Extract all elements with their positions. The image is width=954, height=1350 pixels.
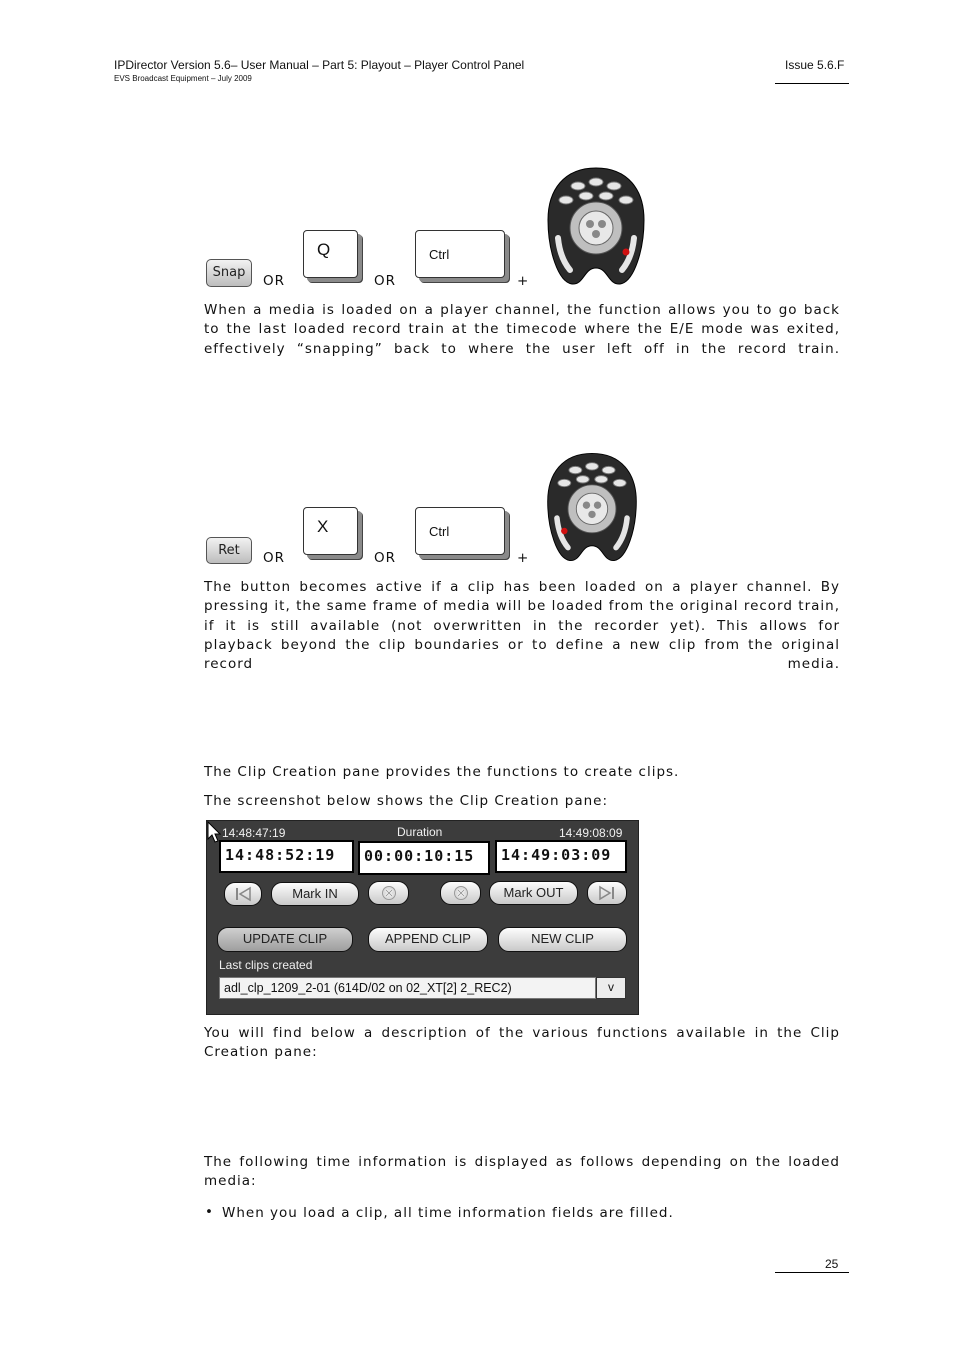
- key-label: Q: [317, 240, 331, 259]
- goto-in-icon: [233, 886, 253, 902]
- bullet-icon: •: [205, 1204, 214, 1220]
- or-label: OR: [374, 273, 397, 289]
- tc-in-small: 14:48:47:19: [222, 826, 286, 840]
- clip-creation-pane: [206, 820, 639, 1015]
- x-key-icon: [303, 507, 358, 555]
- ctrl-key-icon: [415, 507, 505, 555]
- jog-controller-icon: [544, 164, 648, 288]
- or-label: OR: [263, 273, 286, 289]
- functions-intro-paragraph: You will find below a description of the various functions available in the Clip Creation pane:: [204, 1025, 840, 1061]
- clip-intro-paragraph: The Clip Creation pane provides the functions to create clips.: [204, 764, 680, 780]
- mark-in-button[interactable]: Mark IN: [271, 882, 359, 906]
- or-label: OR: [263, 550, 286, 566]
- goto-out-button[interactable]: [587, 881, 627, 905]
- tc-in-field[interactable]: 14:48:52:19: [219, 840, 354, 873]
- key-label: Ctrl: [429, 524, 450, 539]
- jog-controller-icon: [544, 449, 640, 565]
- snap-button[interactable]: Snap: [206, 259, 252, 287]
- footer-rule: [775, 1272, 849, 1273]
- page-number: 25: [825, 1257, 839, 1271]
- mark-out-button[interactable]: Mark OUT: [489, 881, 578, 905]
- goto-in-button[interactable]: [224, 882, 262, 906]
- ret-button[interactable]: Ret: [206, 537, 252, 564]
- append-clip-button[interactable]: APPEND CLIP: [368, 927, 488, 952]
- plus-label: +: [517, 273, 530, 289]
- key-label: Ctrl: [429, 247, 450, 262]
- last-clips-select[interactable]: adl_clp_1209_2-01 (614D/02 on 02_XT[2] 2_REC2): [219, 977, 596, 999]
- header-issue: Issue 5.6.F: [785, 58, 845, 72]
- tc-out-field[interactable]: 14:49:03:09: [495, 840, 627, 873]
- new-clip-button[interactable]: NEW CLIP: [498, 927, 627, 952]
- key-label: X: [317, 517, 329, 536]
- last-clips-dropdown-button[interactable]: v: [596, 977, 626, 999]
- q-key-icon: [303, 230, 358, 278]
- ctrl-key-icon: [415, 230, 505, 278]
- header-title: IPDirector Version 5.6– User Manual – Part 5: Playout – Player Control Panel: [114, 58, 525, 72]
- ret-description: The button becomes active if a clip has been loaded on a player channel. By pressing it, the same frame of media will be loaded from the original record train, if it is still available (not overwritten in the recorder yet). This allows for playback beyond the clip boundaries or to define a new clip from the original record media.: [204, 579, 840, 673]
- update-clip-button[interactable]: UPDATE CLIP: [217, 927, 353, 952]
- clear-out-icon: [453, 885, 469, 901]
- clear-out-button[interactable]: [440, 881, 481, 905]
- or-label: OR: [374, 550, 397, 566]
- plus-label: +: [517, 550, 530, 566]
- clip-screenshot-caption: The screenshot below shows the Clip Creation pane:: [204, 793, 609, 809]
- clear-in-button[interactable]: [368, 881, 409, 905]
- last-clips-label: Last clips created: [219, 958, 313, 972]
- bullet-item: When you load a clip, all time information fields are filled.: [222, 1205, 674, 1221]
- goto-out-icon: [597, 885, 617, 901]
- time-info-paragraph: The following time information is displayed as follows depending on the loaded media:: [204, 1154, 840, 1190]
- snap-description: When a media is loaded on a player channel, the function allows you to go back to the last loaded record train at the timecode where the E/E mode was exited, effectively “snapping” back to where the user left off in the record train.: [204, 302, 840, 357]
- header-subtitle: EVS Broadcast Equipment – July 2009: [114, 74, 252, 83]
- tc-out-small: 14:49:08:09: [559, 826, 623, 840]
- header-rule: [775, 83, 849, 84]
- duration-field[interactable]: 00:00:10:15: [358, 841, 490, 875]
- clear-in-icon: [381, 885, 397, 901]
- duration-label: Duration: [397, 825, 443, 839]
